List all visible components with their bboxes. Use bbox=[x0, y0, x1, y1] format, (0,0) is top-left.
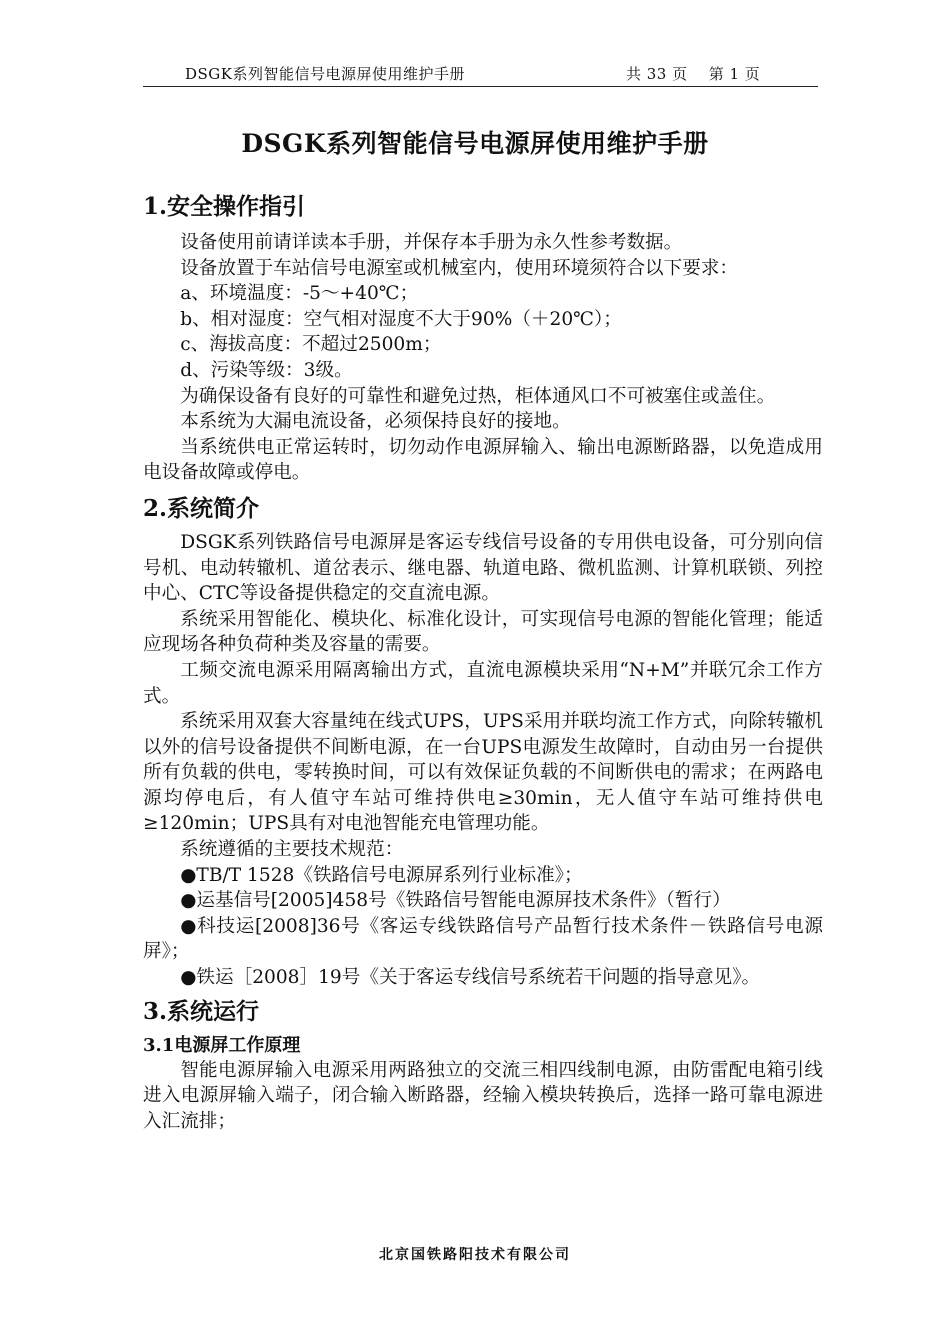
list-item: c、海拔高度：不超过2500m； bbox=[180, 334, 442, 356]
paragraph: DSGK系列铁路信号电源屏是客运专线信号设备的专用供电设备，可分别向信号机、电动转辙机、道岔表示、继电器、轨道电路、微机监测、计算机联锁、列控中心、CTC等设备提供稳定的交直流电源。 bbox=[143, 531, 823, 605]
section-heading-2: 2.系统简介 bbox=[143, 494, 260, 522]
paragraph: 本系统为大漏电流设备，必须保持良好的接地。 bbox=[180, 411, 571, 433]
header-page-count: 共 33 页 第 1 页 bbox=[626, 65, 761, 83]
paragraph: 设备使用前请详读本手册，并保存本手册为永久性参考数据。 bbox=[180, 232, 683, 253]
list-item: b、相对湿度：空气相对湿度不大于90%（＋20℃）； bbox=[180, 308, 622, 330]
list-item: d、污染等级：3级。 bbox=[180, 359, 353, 381]
subsection-heading: 3.1电源屏工作原理 bbox=[143, 1034, 301, 1056]
paragraph: 当系统供电正常运转时，切勿动作电源屏输入、输出电源断路器，以免造成用电设备故障或停电。 bbox=[143, 436, 823, 484]
paragraph: 系统遵循的主要技术规范： bbox=[180, 839, 404, 861]
section-heading-1: 1.安全操作指引 bbox=[143, 193, 306, 220]
paragraph: 智能电源屏输入电源采用两路独立的交流三相四线制电源，由防雷配电箱引线进入电源屏输入端子，闭合输入断路器，经输入模块转换后，选择一路可靠电源进入汇流排； bbox=[143, 1059, 823, 1132]
bullet-item: ●铁运［2008］19号《关于客运专线信号系统若干问题的指导意见》。 bbox=[180, 967, 761, 989]
header-title: DSGK系列智能信号电源屏使用维护手册 bbox=[185, 65, 465, 83]
paragraph: 系统采用双套大容量纯在线式UPS，UPS采用并联均流工作方式，向除转辙机以外的信号设备提供不间断电源，在一台UPS电源发生故障时，自动由另一台提供所有负载的供电，零转换时间，可以有效保证负载的不间断供电的需求；在两路电源均停电后，有人值守车站可维持供电≥30min，无人值守车站可维持供电≥120min；UPS具有对电池智能充电管理功能。 bbox=[143, 711, 823, 835]
bullet-item: ●科技运[2008]36号《客运专线铁路信号产品暂行技术条件－铁路信号电源屏》； bbox=[143, 915, 823, 963]
bullet-item: ●运基信号[2005]458号《铁路信号智能电源屏技术条件》（暂行） bbox=[180, 890, 731, 912]
paragraph: 设备放置于车站信号电源室或机械室内，使用环境须符合以下要求： bbox=[180, 257, 739, 279]
footer-company-name: 北京国铁路阳技术有限公司 bbox=[379, 1247, 571, 1263]
bullet-item: ●TB/T 1528《铁路信号电源屏系列行业标准》； bbox=[180, 864, 583, 886]
paragraph: 系统采用智能化、模块化、标准化设计，可实现信号电源的智能化管理；能适应现场各种负荷种类及容量的需要。 bbox=[143, 608, 823, 656]
document-body bbox=[143, 188, 823, 1134]
section-heading-3: 3.系统运行 bbox=[143, 997, 260, 1025]
paragraph: 为确保设备有良好的可靠性和避免过热，柜体通风口不可被塞住或盖住。 bbox=[180, 385, 776, 407]
paragraph: 工频交流电源采用隔离输出方式，直流电源模块采用“N+M”并联冗余工作方式。 bbox=[143, 659, 823, 707]
document-title: DSGK系列智能信号电源屏使用维护手册 bbox=[241, 129, 709, 158]
running-header bbox=[143, 62, 818, 87]
list-item: a、环境温度：-5～+40℃； bbox=[180, 283, 419, 305]
